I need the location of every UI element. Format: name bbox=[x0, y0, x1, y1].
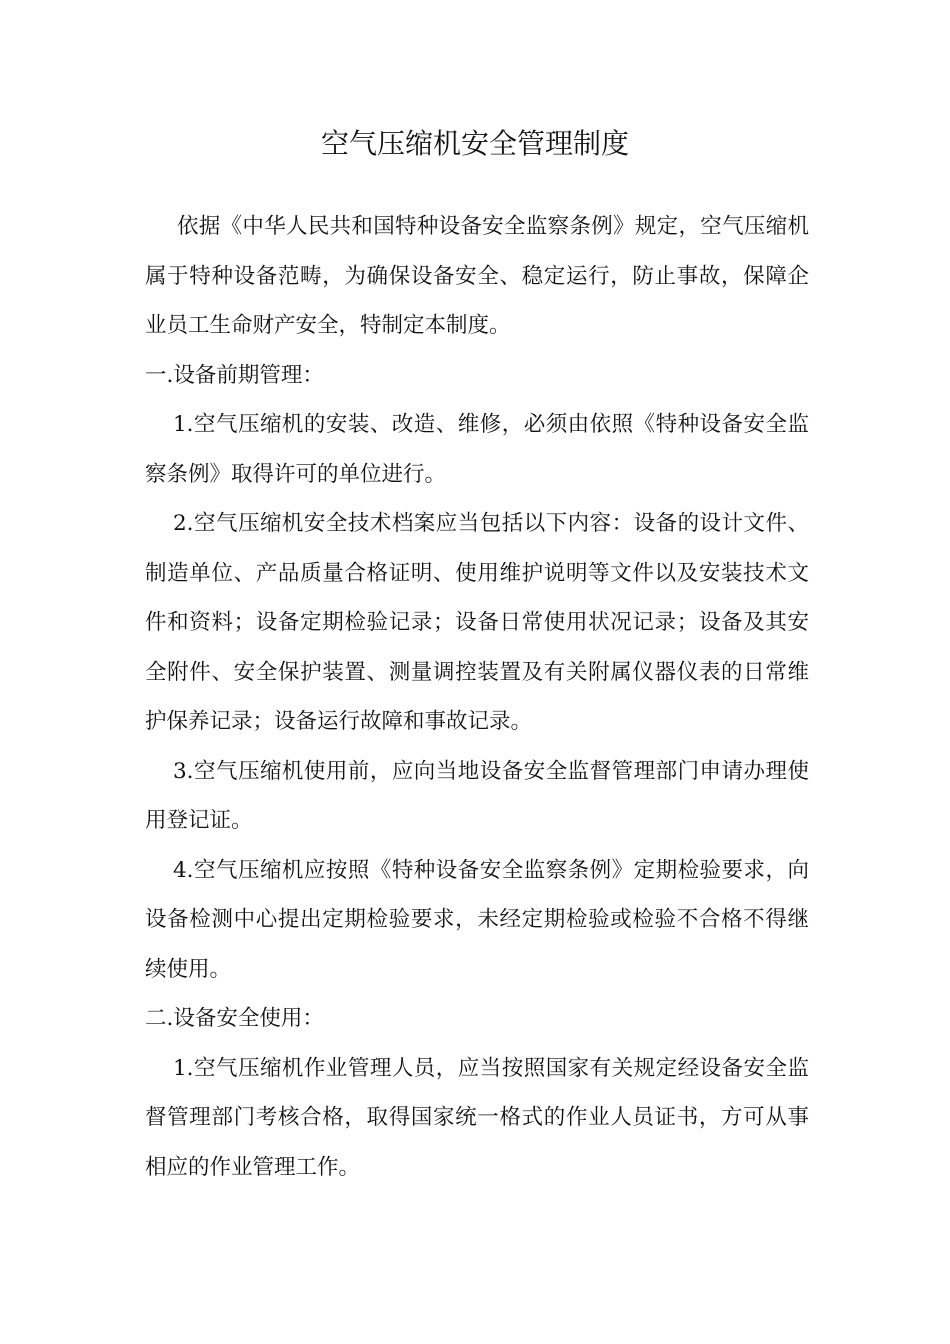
section-heading-equipment-early-management: 一.设备前期管理： bbox=[145, 362, 324, 388]
document-body bbox=[145, 202, 809, 1192]
section-1-item-2: 2.空气压缩机安全技术档案应当包括以下内容：设备的设计文件、制造单位、产品质量合格证明、使用维护说明等文件以及安装技术文件和资料；设备定期检验记录；设备日常使用状况记录；设备及其安全附件、安全保护装置、测量调控装置及有关附属仪器仪表的日常维护保养记录；设备运行故障和事故记录。 bbox=[145, 511, 809, 734]
document-title: 空气压缩机安全管理制度 bbox=[320, 127, 629, 160]
section-heading-equipment-safe-use: 二.设备安全使用： bbox=[145, 1006, 324, 1031]
section-2-item-1: 1.空气压缩机作业管理人员，应当按照国家有关规定经设备安全监督管理部门考核合格，取得国家统一格式的作业人员证书，方可从事相应的作业管理工作。 bbox=[145, 1055, 809, 1180]
section-1-item-4: 4.空气压缩机应按照《特种设备安全监察条例》定期检验要求，向设备检测中心提出定期检验要求，未经定期检验或检验不合格不得继续使用。 bbox=[145, 857, 809, 982]
intro-paragraph: 依据《中华人民共和国特种设备安全监察条例》规定，空气压缩机属于特种设备范畴，为确保设备安全、稳定运行，防止事故，保障企业员工生命财产安全，特制定本制度。 bbox=[145, 214, 809, 338]
section-1-item-1: 1.空气压缩机的安装、改造、维修，必须由依照《特种设备安全监察条例》取得许可的单位进行。 bbox=[145, 412, 809, 487]
section-1-item-3: 3.空气压缩机使用前，应向当地设备安全监督管理部门申请办理使用登记证。 bbox=[145, 758, 809, 833]
